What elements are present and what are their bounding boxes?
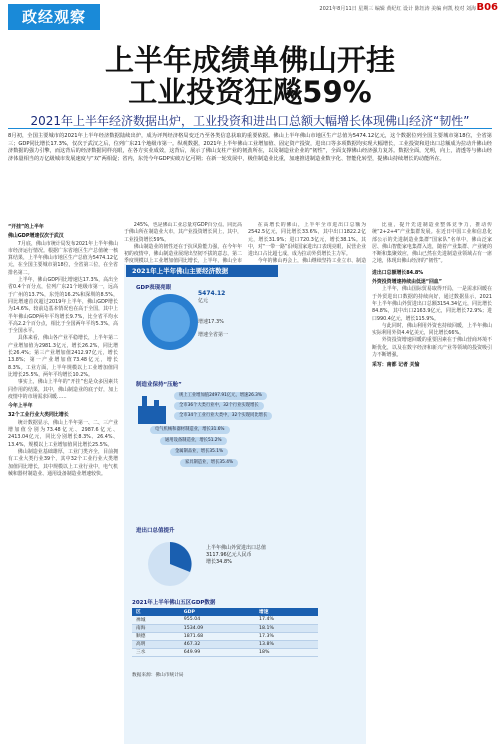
cell: 三水 — [132, 648, 180, 656]
paragraph: 上半年，佛山GDP同比增速达17.3%，高出全省0.4个百分点，位列广东21个地级市第一，远高于广州的13.7%，东莞的16.2%和深圳的8.5%，同比增速首次超过2019年上半年，佛山GDP增长为14.6%，较前边基本情况也在高于全国，其中上半年佛山GDP两年平均增长9.7%，比全省平均水平高2.2个百分点，相比于全国两年平均5.3%，高于全国水平。 — [8, 277, 118, 335]
section-subheading: 外资投资增速持续由低迷“回血” — [372, 279, 443, 286]
cell: 顺德 — [132, 632, 180, 640]
lead-paragraph: 8月初，全国主要城市的2021年上半年经济数据陆续出炉，成为评判经济格局变迁乃至各类信息获取的重要依据。佛山上半年佛山市地区生产总值为5474.12亿元，这个数据位列全国主要城市第18位，全省第三；GDP同比增长17.3%，仅次于武汉之后，位列广东21个地级市第一。纵观数据，2021年上半年佛山工业增加值、固定资产投资，进出口等多项数据均实现大幅增长，工业投资和进出口总额成为拉动升佛山经济数据的强力引擎，而这背后的经济数据同样亮眼，在各方实业成效，这背后，展示了佛山支柱产业的韧劲所在，以及制造业企业的“韧性”，全面支撑佛山经济强力复苏。数据全面，光明，向上，清透等与佛山经济体量相当的万亿级城市发展速度与“双”两相促；省内，东莞今年GDP实破万亿可期；在新一轮发展中，极佳制造业比重，加速推进制造业数字化、智能化转型，提佛山持续增长的动能所在。 — [8, 133, 492, 162]
section-tab: 政经观察 — [8, 4, 100, 30]
column-1 — [8, 222, 118, 742]
gdp-stats — [198, 290, 246, 366]
paragraph: 今年的佛山再会上，佛山继续坚持工业立市、制造 — [257, 258, 366, 264]
column-header: 增速 — [255, 608, 318, 616]
industry-pill: 金属制品业，增长35.1% — [170, 448, 228, 456]
column-2 — [124, 222, 242, 264]
cell: 955.04 — [180, 616, 255, 624]
industry-pill: 电气机械和器材制造业，增长31.6% — [150, 426, 230, 434]
paragraph: 外资投资增速回暖的重要因素在于佛山营商环境不断优化，以及在数字经济和新兴产业等领域的投资吸引力不断增强。 — [372, 337, 492, 359]
paragraph: 具体来看，佛山各产业平稳增长，上半年第二产业增加值为2981.3亿元，增长26.2%，同比增长26.4%；第三产业增加值2412.97亿元，增长13.8%；第一产业增加值73.48亿元，增长8.3%。工业方面，上半年规模以上工业增加值同比增长25.5%，两年平均增长10.2%。 — [8, 335, 118, 378]
cell: 467.32 — [180, 640, 255, 648]
industry-pill: 全市36个大类行业中，32个行业实现增长 — [174, 402, 264, 410]
paragraph: 佛山制造业基础雄厚，工业门类齐全，目前拥有工业大类行业39个，其中32个工业行业大类增加值同比增长，其中规模以上工业行业中，电气机械和器材制造业、通用设备制造业增速较快。 — [8, 448, 118, 477]
column-3 — [248, 222, 366, 264]
headline-line1: 上半年成绩单佛山开挂 — [104, 43, 395, 77]
cell: 13.8% — [255, 640, 318, 648]
table-row — [132, 624, 318, 632]
cell: 17.3% — [255, 632, 318, 640]
paragraph: 在高增长的佛山，上半年全市进出口总额为2542.5亿元，同比增长33.6%，其中出口1822.2亿元，增长31.9%；进口720.3亿元，增长38.1%。其中，对“一带一路”沿线国家进出口表现亮眼，民营企业进出口占比超七成，成为拉动外贸增长主力军。 — [248, 222, 366, 258]
gdp-unit: 亿元 — [198, 298, 209, 304]
section-subheading: 佛山GDP增速仅次于武汉 — [8, 233, 64, 240]
paragraph: 事实上，佛山上半年的“开挂”也是众多因素共同作用的结果，其中，佛山制造业的底子好，加上疫情中的市场需求回暖…… — [8, 379, 118, 400]
issue-meta: 2021年8月11日 星期三 编辑 黄纪红 设计 陈钰涛 美编 何凯 校对 刘海 — [319, 6, 476, 12]
gdp-value: 5474.12 — [198, 290, 226, 297]
column-4 — [372, 222, 492, 742]
industry-label: 制造业保持“压舱” — [136, 382, 182, 388]
data-source: 数据来源：佛山市统计局 — [132, 673, 184, 678]
trade-note-line: 上半年佛山外贸进出口总值 — [206, 545, 267, 551]
masthead — [0, 0, 500, 26]
district-gdp-table — [132, 608, 318, 657]
trade-note — [206, 545, 266, 566]
section-heading: “开挂”的上半年 — [8, 224, 44, 230]
infographic-title: 2021年上半年佛山主要经济数据 — [126, 265, 278, 277]
paragraph: 比重，提升先进制造业整体竞争力，推动传统“2+2+4”产业集群发展。在近日中国工业和信息化部公示的先进制造业集群“国家队”名单中，佛山泛家居、佛山智能家电集群入选，随着产业集群、产业链的不断和集聚效应，佛山已然在先进制造业领域占有一席之地，体现出佛山经济的“韧性”。 — [372, 222, 492, 265]
cell: 1534.09 — [180, 624, 255, 632]
headline-line2: 工业投资狂飚59% — [128, 75, 372, 109]
paragraph: 与此同时，佛山利用外资也持续回暖，上半年佛山实际利用外资4.4亿美元，同比增长66%。 — [372, 322, 492, 337]
cell: 18% — [255, 648, 318, 656]
table-row — [132, 632, 318, 640]
cell: 高明 — [132, 640, 180, 648]
paragraph: 245%，也是佛山工业总量对GDP百分点。同比高于佛山所在制造业大市，其产业投资增长同上，其中，工业投资增长59%。 — [124, 222, 242, 243]
industry-pill: 规上工业增加值2497.91亿元，增速26.3% — [174, 392, 267, 400]
gdp-label: GDP表现亮眼 — [136, 285, 172, 291]
gdp-circle-icon — [138, 290, 202, 354]
industry-pill: 家具制造业，增长35.4% — [180, 459, 238, 467]
industry-pill: 通用设备制造业，增长51.2% — [160, 437, 227, 445]
divider — [8, 128, 492, 129]
factory-icon — [134, 392, 170, 428]
cell: 18.1% — [255, 624, 318, 632]
industry-pill: 全市34个工业行业大类中，32个实现同比增长 — [174, 412, 272, 420]
column-header: GDP — [180, 608, 255, 616]
table-header-row — [132, 608, 318, 616]
paragraph: 统计数据显示，佛山上半年第一、二、三产业增加值分别为73.48亿元、2987.6亿元、2413.04亿元，同比分别增长8.3%、26.4%、13.4%，规模以上工业增加值同比增长25.5%。 — [8, 419, 118, 448]
gdp-note: 增速全省第一 — [198, 332, 229, 338]
trade-note-line: 增长34.8% — [206, 559, 232, 565]
table-row — [132, 648, 318, 656]
section-heading: 进出口总额增长84.8% — [372, 269, 424, 276]
cell: 649.99 — [180, 648, 255, 656]
table-row — [132, 616, 318, 624]
trade-note-line: 3117.96亿元人民币 — [206, 552, 252, 558]
trade-pie-icon — [140, 538, 200, 590]
cell: 17.4% — [255, 616, 318, 624]
subhead: 2021年上半年经济数据出炉，工业投资和进出口总额大幅增长体现佛山经济“韧性” — [30, 114, 470, 128]
gdp-growth: 增速17.3% — [198, 319, 224, 325]
section-subheading: 32个工业行业大类同比增长 — [8, 412, 69, 419]
paragraph: 7月底，佛山市统计局发布2021年上半年佛山市经济运行情况。根据广东省地区生产总值统一核算结果，上半年佛山市地区生产总值为5474.12亿元，在全国主要城市第18位，全省第三位，在全省排名第二。 — [8, 240, 118, 276]
cell: 禅城 — [132, 616, 180, 624]
table-row — [132, 640, 318, 648]
paragraph: 佛山制造业的韧性还在于抗风险能力强，在今年年初的疫情中，佛山制造业展现出坚韧不拔的意志，第二季度规模以上工业增加值同比增长，上半年，佛山全市 — [124, 243, 242, 264]
cell: 1871.68 — [180, 632, 255, 640]
cell: 南海 — [132, 624, 180, 632]
byline: 采写：南都 记者 关愉 — [372, 362, 420, 369]
table-title: 2021年上半年佛山五区GDP数据 — [132, 600, 216, 606]
trade-label: 进出口总值提升 — [136, 528, 175, 534]
headline — [0, 44, 500, 108]
paragraph: 上半年，佛山国际贸易取得开局，一是需求回暖在于外贸进出口数据的持续向好，通过数据显示，2021年上半年佛山外贸进出口总额3154.34亿元，同比增长84.8%，其中出口2163.9亿元，同比增长72.9%；进口990.4亿元，增长115.9%。 — [372, 286, 492, 322]
section-heading: 今年上半年 — [8, 403, 33, 410]
column-header: 区 — [132, 608, 180, 616]
page-number: B06 — [476, 2, 498, 13]
